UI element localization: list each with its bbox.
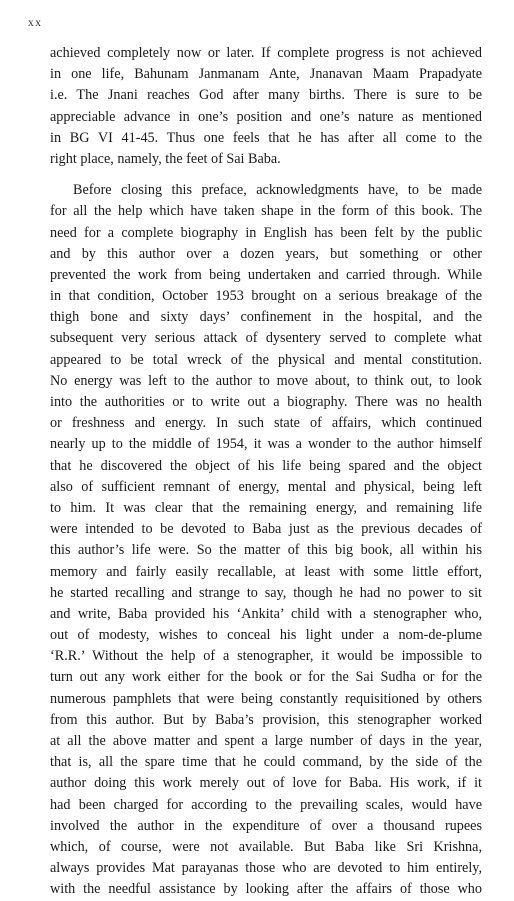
text-line: he started recalling and strange to say, though he had no power to sit bbox=[50, 584, 482, 601]
text-line: and by this author over a dozen years, but something or other bbox=[50, 245, 482, 262]
text-line: with the needful assistance by looking after the affairs of those who bbox=[50, 881, 482, 898]
text-line: from this author. But by Baba’s provision, this stenographer worked bbox=[50, 711, 482, 728]
text-line: this author’s life were. So the matter of this big book, all within his bbox=[50, 542, 482, 559]
text-line: that he discovered the object of his life being spared and the object bbox=[50, 457, 482, 474]
text-line: author doing this work merely out of love for Baba. His work, if it bbox=[50, 775, 482, 792]
text-line: need for a complete biography in English has been felt by the public bbox=[50, 224, 482, 241]
page-number: xx bbox=[28, 17, 43, 29]
text-line: also of sufficient remnant of energy, mental and physical, being left bbox=[50, 478, 482, 495]
text-line: thigh bone and sixty days’ confinement in the hospital, and the bbox=[50, 309, 482, 326]
body-text bbox=[50, 43, 482, 901]
text-line: appeared to be total wreck of the physical and mental constitution. bbox=[50, 351, 482, 368]
text-line: subsequent very serious attack of dysentery served to complete what bbox=[50, 330, 482, 347]
text-line: involved the author in the expenditure of over a thousand rupees bbox=[50, 817, 482, 834]
text-line: in that condition, October 1953 brought on a serious breakage of the bbox=[50, 288, 482, 305]
text-line: turn out any work either for the book or for the Sai Sudha or for the bbox=[50, 669, 482, 686]
text-line: Before closing this preface, acknowledgments have, to be made bbox=[73, 182, 482, 199]
text-line: to him. It was clear that the remaining energy, and remaining life bbox=[50, 499, 482, 516]
paragraph-2 bbox=[50, 180, 482, 900]
text-line: that is, all the spare time that he could command, by the side of the bbox=[50, 754, 482, 771]
paragraph-gap bbox=[50, 170, 482, 180]
text-line: i.e. The Jnani reaches God after many births. There is sure to be bbox=[50, 87, 482, 104]
paragraph-1 bbox=[50, 43, 482, 170]
text-line: or freshness and energy. In such state of affairs, which continued bbox=[50, 415, 482, 432]
text-line: memory and fairly easily recallable, at least with some little effort, bbox=[50, 563, 482, 580]
text-line: for all the help which have taken shape in the form of this book. The bbox=[50, 203, 482, 220]
text-line: prevented the work from being undertaken and carried through. While bbox=[50, 266, 482, 283]
text-line: were intended to be devoted to Baba just as the previous decades of bbox=[50, 521, 482, 538]
text-line: numerous pamphlets that were being constantly requisitioned by others bbox=[50, 690, 482, 707]
text-line: in BG VI 41-45. Thus one feels that he has after all come to the bbox=[50, 129, 482, 146]
text-line: in one life, Bahunam Janmanam Ante, Jnanavan Maam Prapadyate bbox=[50, 66, 482, 83]
text-line: No energy was left to the author to move about, to think out, to look bbox=[50, 372, 482, 389]
text-line: which, of course, were not available. But Baba like Sri Krishna, bbox=[50, 838, 482, 855]
text-line: ‘R.R.’ Without the help of a stenographer, it would be impossible to bbox=[50, 648, 482, 665]
text-line: out of modesty, wishes to conceal his light under a nom-de-plume bbox=[50, 627, 482, 644]
text-line: at all the above matter and spent a large number of days in the year, bbox=[50, 733, 482, 749]
text-line: and write, Baba provided his ‘Ankita’ child with a stenographer who, bbox=[50, 605, 482, 622]
text-line: achieved completely now or later. If complete progress is not achieved bbox=[50, 45, 482, 61]
text-line: had been charged for according to the prevailing scales, would have bbox=[50, 796, 482, 813]
text-line: always provides Mat parayanas those who are devoted to him entirely, bbox=[50, 860, 482, 877]
text-line: nearly up to the middle of 1954, it was a wonder to the author himself bbox=[50, 436, 482, 453]
text-line: into the authorities or to write out a biography. There was no health bbox=[50, 394, 482, 410]
text-line: appreciable advance in one’s position and one’s nature as mentioned bbox=[50, 108, 482, 125]
text-line: right place, namely, the feet of Sai Baba. bbox=[50, 150, 281, 167]
